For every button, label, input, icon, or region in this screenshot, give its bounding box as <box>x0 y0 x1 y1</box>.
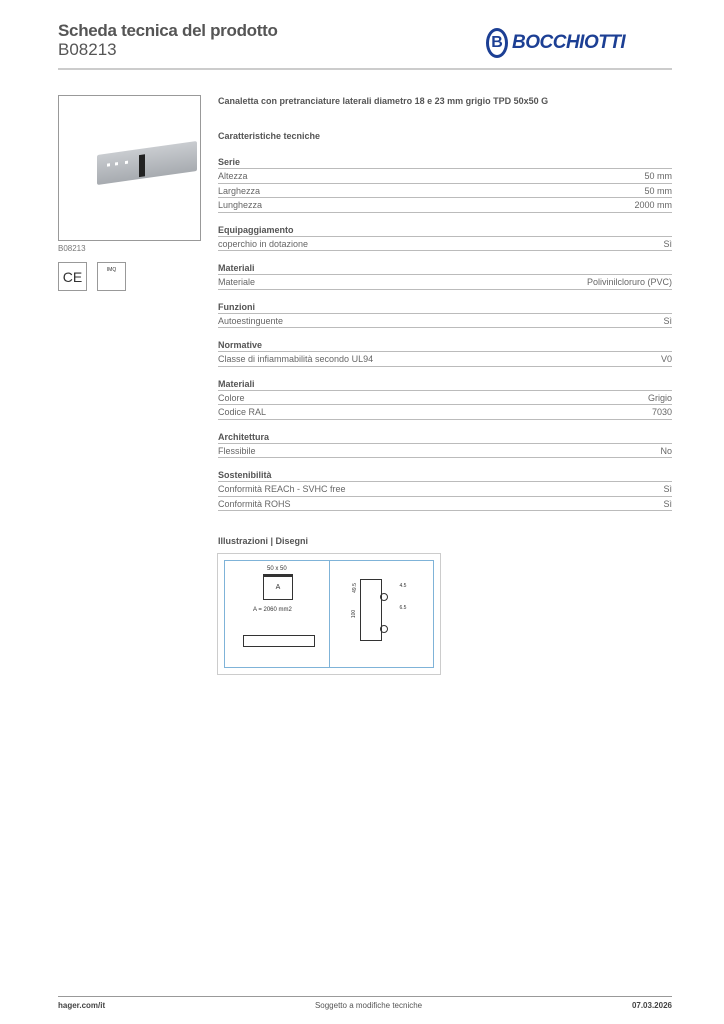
spec-row <box>218 184 672 199</box>
footer <box>58 996 672 1010</box>
spec-value: Polivinilcloruro (PVC) <box>586 277 672 287</box>
spec-row <box>218 482 672 497</box>
profile-outline <box>360 579 382 641</box>
product-details <box>218 96 672 511</box>
specs-title: Caratteristiche tecniche <box>218 131 321 141</box>
page-title: Scheda tecnica del prodotto <box>58 21 278 40</box>
illustrations-box <box>217 553 441 675</box>
spec-section <box>218 430 672 459</box>
spec-label: Classe di infiammabilità secondo UL94 <box>218 354 374 364</box>
spec-value: 50 mm <box>644 171 672 181</box>
brand-mark-icon: B <box>486 28 508 58</box>
illustrations-title: Illustrazioni | Disegni <box>218 536 309 546</box>
spec-row <box>218 444 672 459</box>
spec-row <box>218 169 672 184</box>
spec-label: Altezza <box>218 171 248 181</box>
dim-6-5: 6.5 <box>399 605 407 611</box>
section-heading: Materiali <box>218 377 672 391</box>
section-heading: Materiali <box>218 261 672 275</box>
dim-4-5: 4.5 <box>399 583 407 589</box>
product-code: B08213 <box>58 40 117 59</box>
section-heading: Sostenibilità <box>218 468 672 482</box>
section-heading: Architettura <box>218 430 672 444</box>
spec-row <box>218 198 672 213</box>
image-caption: B08213 <box>58 244 86 253</box>
spec-value: Sì <box>663 238 672 249</box>
spec-value: V0 <box>660 354 672 364</box>
product-title: Canaletta con pretranciature laterali diametro 18 e 23 mm grigio TPD 50x50 G <box>218 96 549 106</box>
dim-100: 100 <box>350 609 357 619</box>
spec-row <box>218 391 672 406</box>
section-heading: Equipaggiamento <box>218 223 672 237</box>
imq-mark-icon <box>97 262 126 291</box>
brand-name: BOCCHIOTTI <box>512 32 626 53</box>
spec-label: Lunghezza <box>218 200 263 210</box>
spec-label: coperchio in dotazione <box>218 238 309 249</box>
section-heading: Normative <box>218 338 672 352</box>
spec-label: Conformità REACh - SVHC free <box>218 484 346 494</box>
spec-section <box>218 261 672 290</box>
section-heading: Serie <box>218 155 672 169</box>
spec-label: Larghezza <box>218 185 261 196</box>
spec-row <box>218 237 672 252</box>
hole-layout-drawing <box>329 561 434 667</box>
spec-row <box>218 352 672 367</box>
spec-section <box>218 468 672 511</box>
footer-date: 07.03.2026 <box>631 1001 672 1010</box>
spec-section <box>218 338 672 367</box>
dim-label: 50 x 50 <box>267 566 287 572</box>
spec-value: No <box>660 445 672 456</box>
spec-label: Codice RAL <box>218 407 267 417</box>
spec-row <box>218 497 672 512</box>
spec-label: Materiale <box>218 277 256 287</box>
spec-value: 2000 mm <box>634 200 672 210</box>
spec-section <box>218 223 672 252</box>
spec-label: Conformità ROHS <box>218 498 291 509</box>
imq-label: IMQ <box>106 267 117 273</box>
spec-value: Sì <box>663 315 672 326</box>
spec-label: Colore <box>218 392 245 403</box>
cross-section-drawing <box>225 561 329 667</box>
area-letter: A <box>275 584 281 591</box>
spec-label: Flessibile <box>218 445 256 456</box>
spec-value: Sì <box>663 484 672 494</box>
spec-section <box>218 377 672 420</box>
section-heading: Funzioni <box>218 300 672 314</box>
ce-label: CE <box>62 268 83 285</box>
product-image <box>58 95 201 241</box>
dim-49-5: 49.5 <box>351 583 358 593</box>
brand-logo <box>486 28 625 58</box>
spec-value: 7030 <box>651 407 672 417</box>
cable-duct-illustration <box>97 141 197 185</box>
spec-section <box>218 155 672 213</box>
spec-value: Sì <box>663 498 672 509</box>
spec-row <box>218 314 672 329</box>
spec-value: Grigio <box>647 392 672 403</box>
footer-note: Soggetto a modifiche tecniche <box>314 1001 423 1010</box>
spec-row <box>218 405 672 420</box>
spec-label: Autoestinguente <box>218 315 284 326</box>
side-view <box>243 635 315 647</box>
spec-row <box>218 275 672 290</box>
footer-website[interactable]: hager.com/it <box>58 1001 106 1010</box>
ce-mark-icon <box>58 262 87 291</box>
spec-section <box>218 300 672 329</box>
area-label: A = 2060 mm2 <box>253 607 292 613</box>
spec-value: 50 mm <box>644 185 672 196</box>
section-outline <box>263 574 293 600</box>
header-divider <box>58 68 672 70</box>
